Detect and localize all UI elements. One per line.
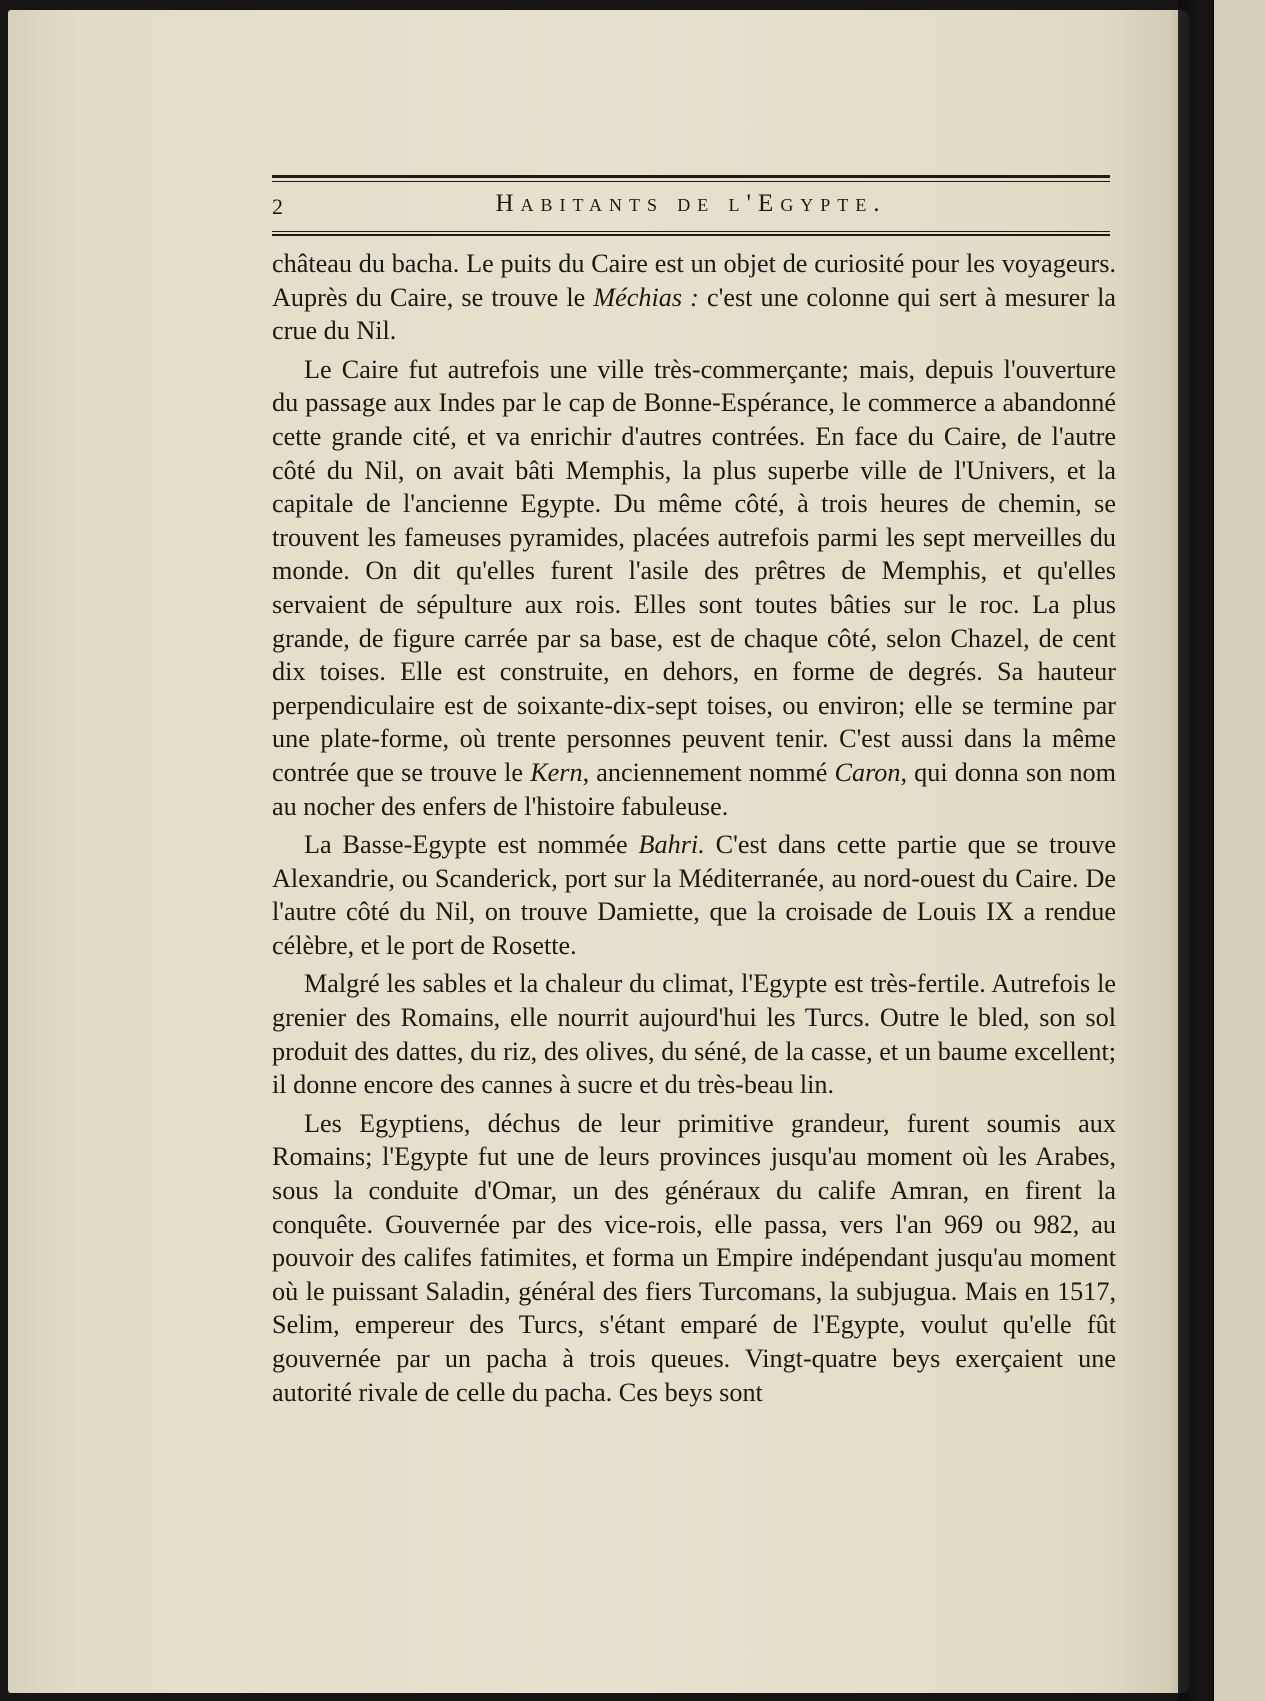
paragraph-text: Le Caire fut autrefois une ville très-commerçante; mais, depuis l'ouverture du passage aux Indes par le cap de Bonne-Espérance, le commerce a abandonné cette grande cité, et va enrichir d'autres contrées. En face du Caire, de l'autre côté du Nil, on avait bâti Memphis, la plus superbe ville de l'Univers, et la capitale de l'ancienne Egypte. Du même côté, à trois heures de chemin, se trouvent les fameuses pyramides, placées autrefois parmi les sept merveilles du monde. On dit qu'elles furent l'asile des prêtres de Memphis, et qu'elles servaient de sépulture aux rois. Elles sont toutes bâties sur le roc. La plus grande, de figure carrée par sa base, est de chaque côté, selon Chazel, de cent dix toises. Elle est construite, en dehors, en forme de degrés. Sa hauteur perpendiculaire est de soixante-dix-sept toises, ou environ; elle se termine par une plate-forme, où trente personnes peuvent tenir. C'est aussi dans la même contrée que se trouve le	[272, 354, 1116, 787]
paragraph-text: La Basse-Egypte est nommée	[304, 830, 639, 860]
next-page-edge	[1212, 0, 1265, 1701]
paragraph	[272, 828, 1116, 962]
paragraph	[272, 967, 1116, 1101]
paragraph-text: C'est dans cette partie que se trouve Alexandrie, ou Scanderick, port sur la Méditerranée, au nord-ouest du Caire. De l'autre côté du Nil, on trouve Damiette, que la croisade de Louis IX a rendue célèbre, et le port de Rosette.	[272, 830, 1116, 960]
running-head	[272, 190, 1110, 224]
italic-text: Méchias :	[593, 282, 699, 312]
header-rule-bottom-thin	[272, 231, 1110, 232]
header-rule-top-thin	[272, 181, 1110, 182]
header-rule-top	[272, 175, 1110, 178]
italic-text: Kern	[530, 757, 583, 787]
running-title: Habitants de l'Egypte.	[495, 190, 887, 217]
paragraph-text: Malgré les sables et la chaleur du climat, l'Egypte est très-fertile. Autrefois le grenier des Romains, elle nourrit aujourd'hui les Turcs. Outre le bled, son sol produit des dattes, du riz, des olives, du séné, de la casse, et un baume excellent; il donne encore des cannes à sucre et du très-beau lin.	[272, 969, 1116, 1100]
page-number: 2	[272, 194, 283, 219]
paragraph-text: , qui donna son nom au nocher des enfers de l'histoire fabuleuse.	[272, 757, 1116, 821]
paragraph-text: château du bacha. Le puits du Caire est un objet de curiosité pour les voyageurs. Auprès du Caire, se trouve le	[272, 249, 1116, 312]
italic-text: Bahri.	[638, 830, 705, 860]
body-text	[272, 247, 1116, 1409]
paragraph	[272, 247, 1116, 348]
paragraph	[272, 353, 1116, 823]
paragraph-text: c'est une colonne qui sert à mesurer la crue du Nil.	[272, 282, 1116, 346]
paragraph-text: , anciennement nommé	[582, 757, 835, 787]
paragraph-text: Les Egyptiens, déchus de leur primitive grandeur, furent soumis aux Romains; l'Egypte fut une de leurs provinces jusqu'au moment où les Arabes, sous la conduite d'Omar, un des généraux du calife Amran, en firent la conquête. Gouvernée par des vice-rois, elle passa, vers l'an 969 ou 982, au pouvoir des califes fatimites, et forma un Empire indépendant jusqu'au moment où le puissant Saladin, général des fiers Turcomans, la subjugua. Mais en 1517, Selim, empereur des Turcs, s'étant emparé de l'Egypte, voulut qu'elle fût gouvernée par un pacha à trois queues. Vingt-quatre beys exerçaient une autorité rivale de celle du pacha. Ces beys sont	[272, 1108, 1116, 1407]
paragraph	[272, 1107, 1116, 1409]
gutter-shadow	[1178, 0, 1198, 1701]
header-rule-bottom	[272, 234, 1110, 236]
italic-text: Caron	[834, 757, 901, 787]
